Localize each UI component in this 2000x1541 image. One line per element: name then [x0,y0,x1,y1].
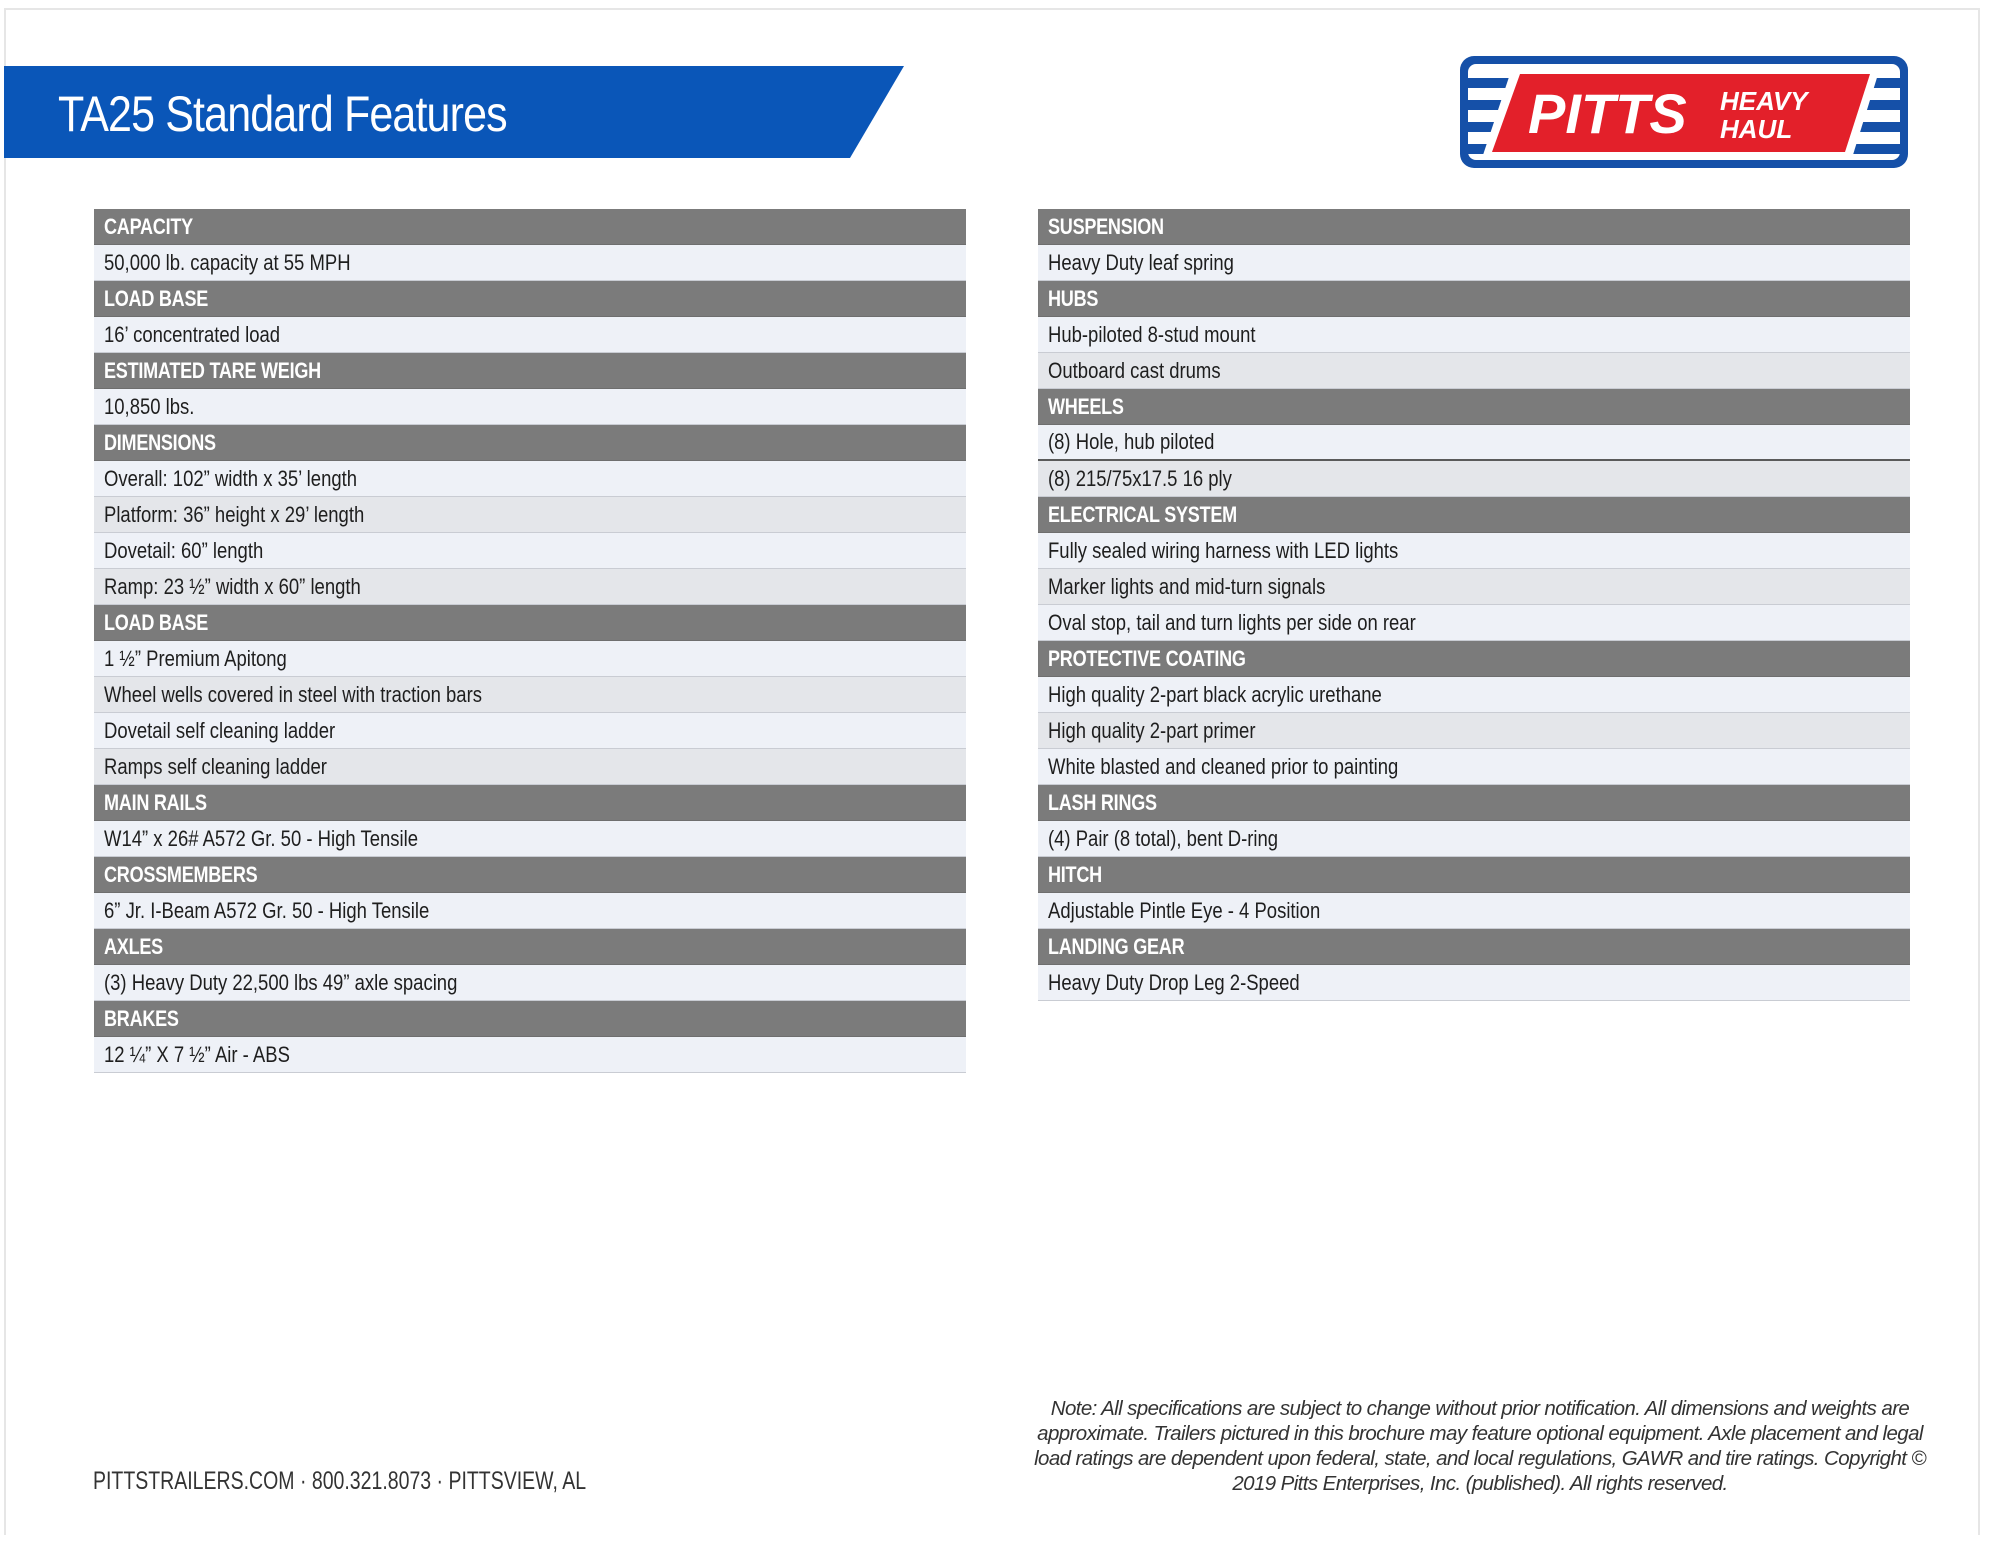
section-header [94,353,966,389]
row-text: (4) Pair (8 total), bent D-ring [1048,825,1279,851]
row-text: Dovetail: 60” length [104,537,264,563]
section-header-label: CROSSMEMBERS [104,861,258,887]
table-row [1038,569,1910,605]
row-text: 10,850 lbs. [104,393,195,419]
section-header [94,1001,966,1037]
row-text: White blasted and cleaned prior to painting [1048,753,1399,779]
section-header [94,281,966,317]
section-header-label: LOAD BASE [104,285,209,311]
row-text: (8) Hole, hub piloted [1048,429,1215,454]
section-header [94,425,966,461]
section-header [1038,497,1910,533]
section-header [94,605,966,641]
row-text: Outboard cast drums [1048,357,1221,383]
section-header [1038,281,1910,317]
section-header-label: MAIN RAILS [104,789,207,815]
section-header [94,785,966,821]
section-header-label: CAPACITY [104,213,193,239]
section-header [94,929,966,965]
row-text: Adjustable Pintle Eye - 4 Position [1048,897,1321,923]
row-text: Ramps self cleaning ladder [104,753,327,779]
row-text: (8) 215/75x17.5 16 ply [1048,465,1232,491]
row-text: 1 ½” Premium Apitong [104,645,287,671]
features-table-left [94,209,966,1073]
table-row [1038,713,1910,749]
footer-contact: PITTSTRAILERS.COM · 800.321.8073 · PITTSVIEW, AL [93,1467,587,1495]
row-text: 50,000 lb. capacity at 55 MPH [104,249,351,275]
table-row [1038,245,1910,281]
section-header [94,857,966,893]
table-row [1038,965,1910,1001]
table-row [94,461,966,497]
section-header [94,209,966,245]
row-text: Marker lights and mid-turn signals [1048,573,1326,599]
table-row [1038,677,1910,713]
section-header-label: PROTECTIVE COATING [1048,645,1246,671]
section-header [1038,641,1910,677]
table-row [94,749,966,785]
pitts-heavy-haul-logo [1460,56,1908,168]
table-row [1038,425,1910,461]
row-text: High quality 2-part black acrylic urethane [1048,681,1382,707]
row-text: Platform: 36” height x 29’ length [104,501,365,527]
table-row [1038,821,1910,857]
section-header-label: LOAD BASE [104,609,209,635]
table-row [94,893,966,929]
section-header-label: AXLES [104,933,163,959]
table-row [94,713,966,749]
section-header-label: BRAKES [104,1005,179,1031]
section-header-label: LANDING GEAR [1048,933,1185,959]
section-header-label: SUSPENSION [1048,213,1164,239]
table-row [94,641,966,677]
table-row [1038,533,1910,569]
section-header [1038,389,1910,425]
row-text: 12 ¼” X 7 ½” Air - ABS [104,1041,290,1067]
row-text: W14” x 26# A572 Gr. 50 - High Tensile [104,825,418,851]
footer-disclaimer: Note: All specifications are subject to change without prior notification. All dimensions and weights are approximate. Trailers pictured in this brochure may feature optional equipment. Axle placement and legal load ratings are dependent upon federal, state, and local regulations, GAWR and tire ratings. Copyright © 2019 Pitts Enterprises, Inc. (published). All rights reserved. [1034,1397,1926,1495]
row-text: Wheel wells covered in steel with traction bars [104,681,482,707]
section-header-label: LASH RINGS [1048,789,1157,815]
section-header-label: ESTIMATED TARE WEIGH [104,357,321,383]
table-row [1038,605,1910,641]
section-header [1038,209,1910,245]
table-row [94,569,966,605]
table-row [94,389,966,425]
table-row [1038,353,1910,389]
logo-haul-text: HAUL [1720,114,1793,144]
row-text: Oval stop, tail and turn lights per side on rear [1048,609,1416,635]
logo-heavy-text: HEAVY [1720,86,1808,116]
section-header-label: HUBS [1048,285,1099,311]
table-row [94,497,966,533]
table-row [1038,749,1910,785]
table-row [1038,893,1910,929]
table-row [94,317,966,353]
row-text: Fully sealed wiring harness with LED lights [1048,537,1399,563]
row-text: Ramp: 23 ½” width x 60” length [104,573,361,599]
section-header-label: ELECTRICAL SYSTEM [1048,501,1237,527]
features-table-right [1038,209,1910,1001]
logo-brand-text: PITTS [1528,82,1687,145]
row-text: High quality 2-part primer [1048,717,1256,743]
row-text: Hub-piloted 8-stud mount [1048,321,1256,347]
row-text: 16’ concentrated load [104,321,281,347]
table-row [1038,461,1910,497]
table-row [94,821,966,857]
row-text: Heavy Duty Drop Leg 2-Speed [1048,969,1300,995]
row-text: (3) Heavy Duty 22,500 lbs 49” axle spacing [104,969,458,995]
section-header-label: HITCH [1048,861,1102,887]
page-title: TA25 Standard Features [58,86,507,142]
row-text: Overall: 102” width x 35’ length [104,465,358,491]
row-text: Heavy Duty leaf spring [1048,249,1234,275]
section-header-label: WHEELS [1048,393,1124,419]
section-header [1038,785,1910,821]
section-header-label: DIMENSIONS [104,429,216,455]
table-row [94,533,966,569]
section-header [1038,929,1910,965]
row-text: 6” Jr. I-Beam A572 Gr. 50 - High Tensile [104,897,430,923]
table-row [94,1037,966,1073]
row-text: Dovetail self cleaning ladder [104,717,336,743]
table-row [94,965,966,1001]
table-row [1038,317,1910,353]
section-header [1038,857,1910,893]
table-row [94,245,966,281]
table-row [94,677,966,713]
